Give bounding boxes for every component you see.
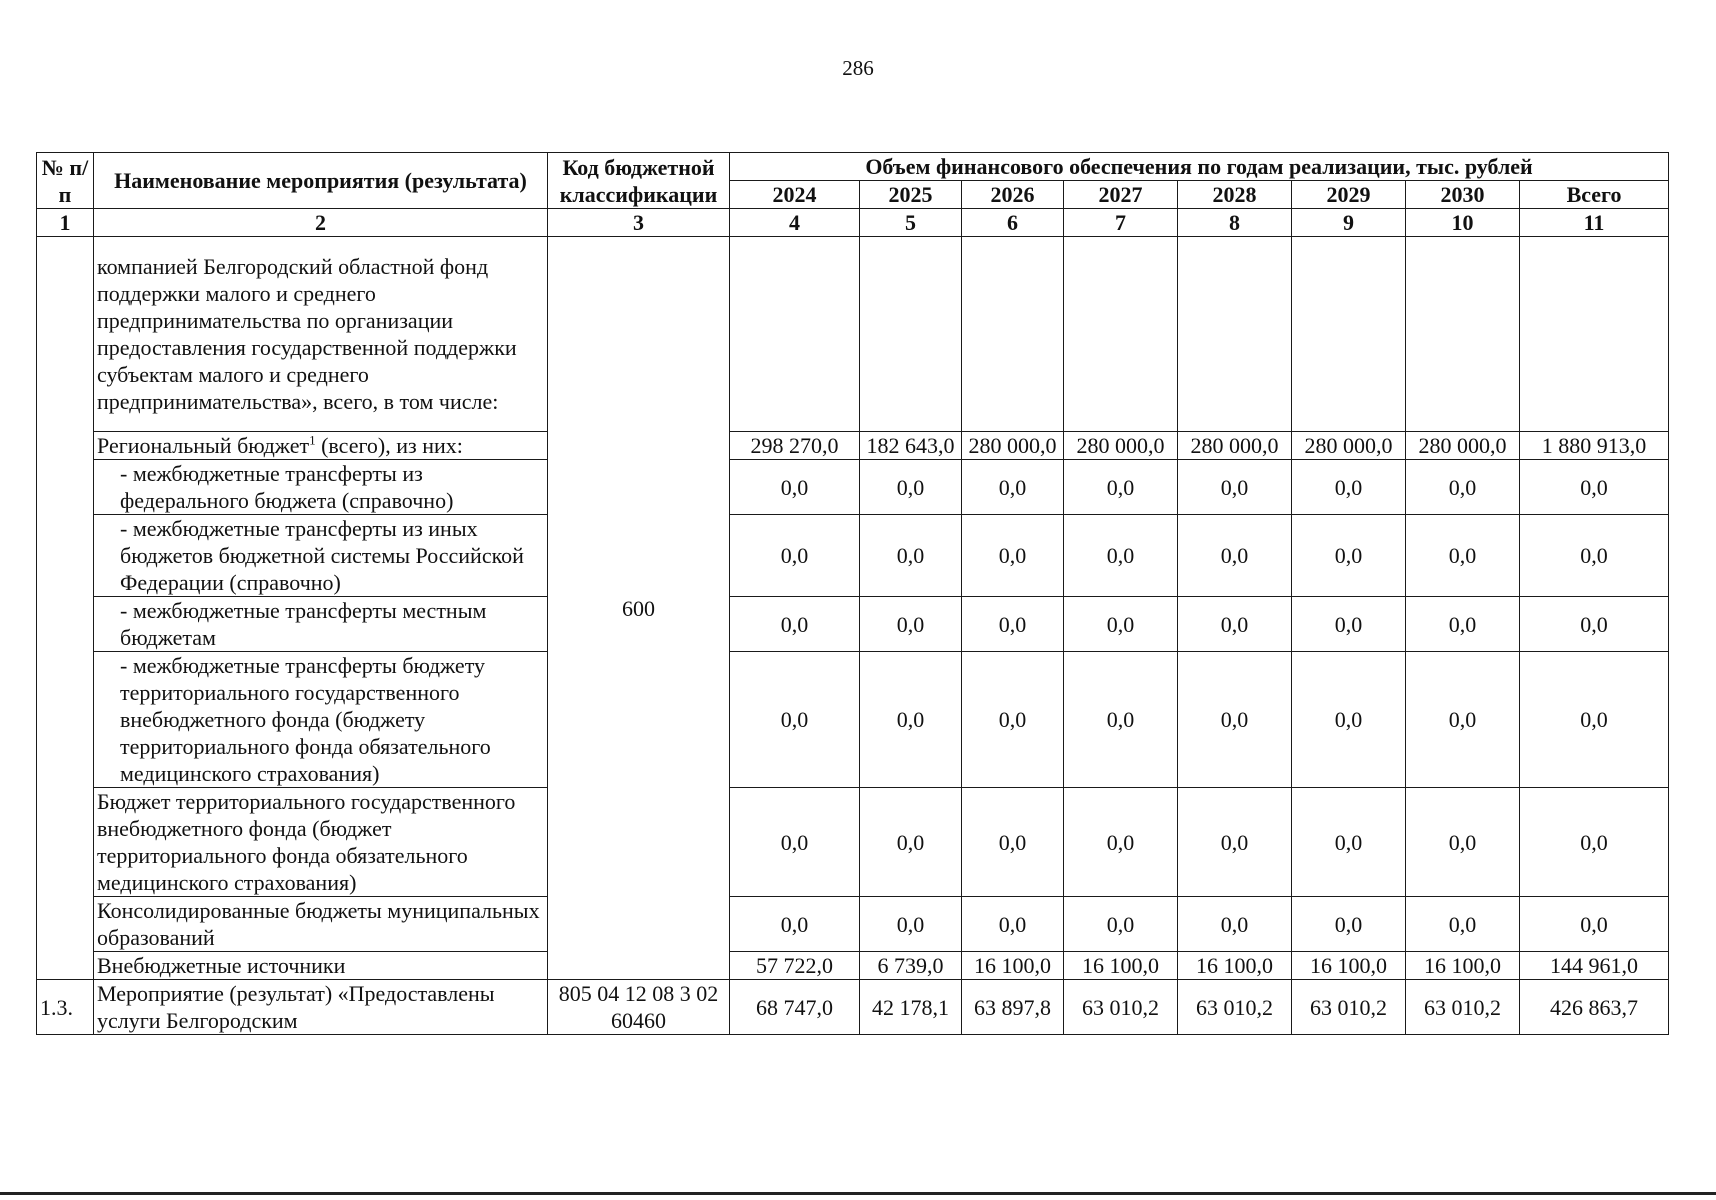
- value-2027: 0,0: [1064, 897, 1178, 952]
- col-number: 4: [730, 209, 860, 237]
- value-2027: 0,0: [1064, 788, 1178, 897]
- value-2026: [962, 237, 1064, 432]
- value-2027: 16 100,0: [1064, 952, 1178, 980]
- value-2029: 63 010,2: [1292, 980, 1406, 1035]
- header-year-2029: 2029: [1292, 181, 1406, 209]
- value-2028: 16 100,0: [1178, 952, 1292, 980]
- col-number: 5: [860, 209, 962, 237]
- row-name: - межбюджетные трансферты из федерального бюджета (справочно): [94, 460, 548, 515]
- row-name: компанией Белгородский областной фонд поддержки малого и среднего предпринимательства по организации предоставления государственной поддержки субъектам малого и среднего предпринимательства», всего, в том числе:: [94, 237, 548, 432]
- table-row: [37, 952, 1669, 980]
- value-2024: 0,0: [730, 515, 860, 597]
- value-2030: 280 000,0: [1406, 432, 1520, 460]
- value-2030: 0,0: [1406, 788, 1520, 897]
- table-row: [37, 460, 1669, 515]
- value-2025: 0,0: [860, 460, 962, 515]
- value-total: 144 961,0: [1520, 952, 1669, 980]
- value-2030: 0,0: [1406, 460, 1520, 515]
- value-2026: 63 897,8: [962, 980, 1064, 1035]
- col-number: 6: [962, 209, 1064, 237]
- value-2029: 0,0: [1292, 460, 1406, 515]
- value-total: 0,0: [1520, 460, 1669, 515]
- value-total: 0,0: [1520, 788, 1669, 897]
- value-2030: 16 100,0: [1406, 952, 1520, 980]
- col-number: 8: [1178, 209, 1292, 237]
- value-2026: 0,0: [962, 515, 1064, 597]
- value-2028: 280 000,0: [1178, 432, 1292, 460]
- value-2029: [1292, 237, 1406, 432]
- row-name: - межбюджетные трансферты местным бюджетам: [94, 597, 548, 652]
- value-total: 0,0: [1520, 597, 1669, 652]
- value-2025: 182 643,0: [860, 432, 962, 460]
- table-row: [37, 980, 1669, 1035]
- value-2030: 0,0: [1406, 515, 1520, 597]
- value-2030: 0,0: [1406, 597, 1520, 652]
- value-2027: 0,0: [1064, 597, 1178, 652]
- col-number: 11: [1520, 209, 1669, 237]
- value-2028: 0,0: [1178, 897, 1292, 952]
- value-2028: 0,0: [1178, 460, 1292, 515]
- value-2024: 68 747,0: [730, 980, 860, 1035]
- value-2027: [1064, 237, 1178, 432]
- header-col-code: Код бюджетной классификации: [548, 153, 730, 209]
- col-number: 10: [1406, 209, 1520, 237]
- value-2026: 16 100,0: [962, 952, 1064, 980]
- value-2024: 0,0: [730, 652, 860, 788]
- col-number: 1: [37, 209, 94, 237]
- header-year-2026: 2026: [962, 181, 1064, 209]
- value-2026: 0,0: [962, 652, 1064, 788]
- value-2026: 0,0: [962, 597, 1064, 652]
- value-2028: 0,0: [1178, 597, 1292, 652]
- value-2029: 0,0: [1292, 788, 1406, 897]
- value-2030: [1406, 237, 1520, 432]
- header-total: Всего: [1520, 181, 1669, 209]
- row-name: - межбюджетные трансферты из иных бюджетов бюджетной системы Российской Федерации (справочно): [94, 515, 548, 597]
- value-2026: 0,0: [962, 788, 1064, 897]
- table-row: [37, 432, 1669, 460]
- value-2025: 0,0: [860, 897, 962, 952]
- value-2025: 0,0: [860, 788, 962, 897]
- value-2027: 0,0: [1064, 460, 1178, 515]
- row-name: Бюджет территориального государственного внебюджетного фонда (бюджет территориального фонда обязательного медицинского страхования): [94, 788, 548, 897]
- value-2027: 0,0: [1064, 652, 1178, 788]
- value-2024: 298 270,0: [730, 432, 860, 460]
- row-name-suffix: (всего), из них:: [315, 433, 463, 458]
- value-2028: 0,0: [1178, 652, 1292, 788]
- value-total: 0,0: [1520, 515, 1669, 597]
- table-row: [37, 597, 1669, 652]
- value-2024: 0,0: [730, 788, 860, 897]
- header-year-2030: 2030: [1406, 181, 1520, 209]
- header-year-2025: 2025: [860, 181, 962, 209]
- value-2029: 0,0: [1292, 652, 1406, 788]
- value-total: 426 863,7: [1520, 980, 1669, 1035]
- table-row: [37, 788, 1669, 897]
- value-2025: [860, 237, 962, 432]
- value-2024: [730, 237, 860, 432]
- table-row: [37, 515, 1669, 597]
- col-number: 3: [548, 209, 730, 237]
- value-2025: 42 178,1: [860, 980, 962, 1035]
- row-name: [94, 432, 548, 460]
- value-2028: 0,0: [1178, 515, 1292, 597]
- value-2026: 280 000,0: [962, 432, 1064, 460]
- value-total: [1520, 237, 1669, 432]
- value-2026: 0,0: [962, 460, 1064, 515]
- table-row: [37, 897, 1669, 952]
- footnote-mark: 1: [309, 432, 316, 448]
- row-name: - межбюджетные трансферты бюджету территориального государственного внебюджетного фонда (бюджету территориального фонда обязательного медицинского страхования): [94, 652, 548, 788]
- row-name: Внебюджетные источники: [94, 952, 548, 980]
- value-2024: 0,0: [730, 897, 860, 952]
- table-row: [37, 652, 1669, 788]
- value-2025: 0,0: [860, 597, 962, 652]
- header-year-2024: 2024: [730, 181, 860, 209]
- row-name: Мероприятие (результат) «Предоставлены услуги Белгородским: [94, 980, 548, 1035]
- col-number: 9: [1292, 209, 1406, 237]
- row-index: 1.3.: [37, 980, 94, 1035]
- table-row: [37, 237, 1669, 432]
- page-bottom-rule: [0, 1192, 1716, 1195]
- value-2024: 57 722,0: [730, 952, 860, 980]
- value-total: 0,0: [1520, 652, 1669, 788]
- value-2026: 0,0: [962, 897, 1064, 952]
- value-2024: 0,0: [730, 597, 860, 652]
- budget-table: [36, 152, 1669, 1035]
- col-number: 7: [1064, 209, 1178, 237]
- row-index: [37, 237, 94, 980]
- page-number: 286: [842, 56, 874, 80]
- value-2025: 0,0: [860, 652, 962, 788]
- value-2027: 63 010,2: [1064, 980, 1178, 1035]
- value-2024: 0,0: [730, 460, 860, 515]
- value-2030: 0,0: [1406, 897, 1520, 952]
- value-2027: 0,0: [1064, 515, 1178, 597]
- value-total: 0,0: [1520, 897, 1669, 952]
- value-2025: 6 739,0: [860, 952, 962, 980]
- header-col-name: Наименование мероприятия (результата): [94, 153, 548, 209]
- value-total: 1 880 913,0: [1520, 432, 1669, 460]
- value-2030: 0,0: [1406, 652, 1520, 788]
- value-2028: 63 010,2: [1178, 980, 1292, 1035]
- value-2028: 0,0: [1178, 788, 1292, 897]
- value-2029: 0,0: [1292, 897, 1406, 952]
- row-code: 805 04 12 08 3 02 60460: [548, 980, 730, 1035]
- col-number: 2: [94, 209, 548, 237]
- row-name: Консолидированные бюджеты муниципальных образований: [94, 897, 548, 952]
- value-2029: 280 000,0: [1292, 432, 1406, 460]
- value-2027: 280 000,0: [1064, 432, 1178, 460]
- value-2025: 0,0: [860, 515, 962, 597]
- value-2029: 16 100,0: [1292, 952, 1406, 980]
- value-2029: 0,0: [1292, 515, 1406, 597]
- value-2030: 63 010,2: [1406, 980, 1520, 1035]
- header-year-2028: 2028: [1178, 181, 1292, 209]
- row-code: 600: [548, 237, 730, 980]
- header-year-2027: 2027: [1064, 181, 1178, 209]
- header-col-no: № п/п: [37, 153, 94, 209]
- value-2028: [1178, 237, 1292, 432]
- header-col-volume: Объем финансового обеспечения по годам реализации, тыс. рублей: [730, 153, 1669, 181]
- value-2029: 0,0: [1292, 597, 1406, 652]
- row-name-prefix: Региональный бюджет: [97, 433, 310, 458]
